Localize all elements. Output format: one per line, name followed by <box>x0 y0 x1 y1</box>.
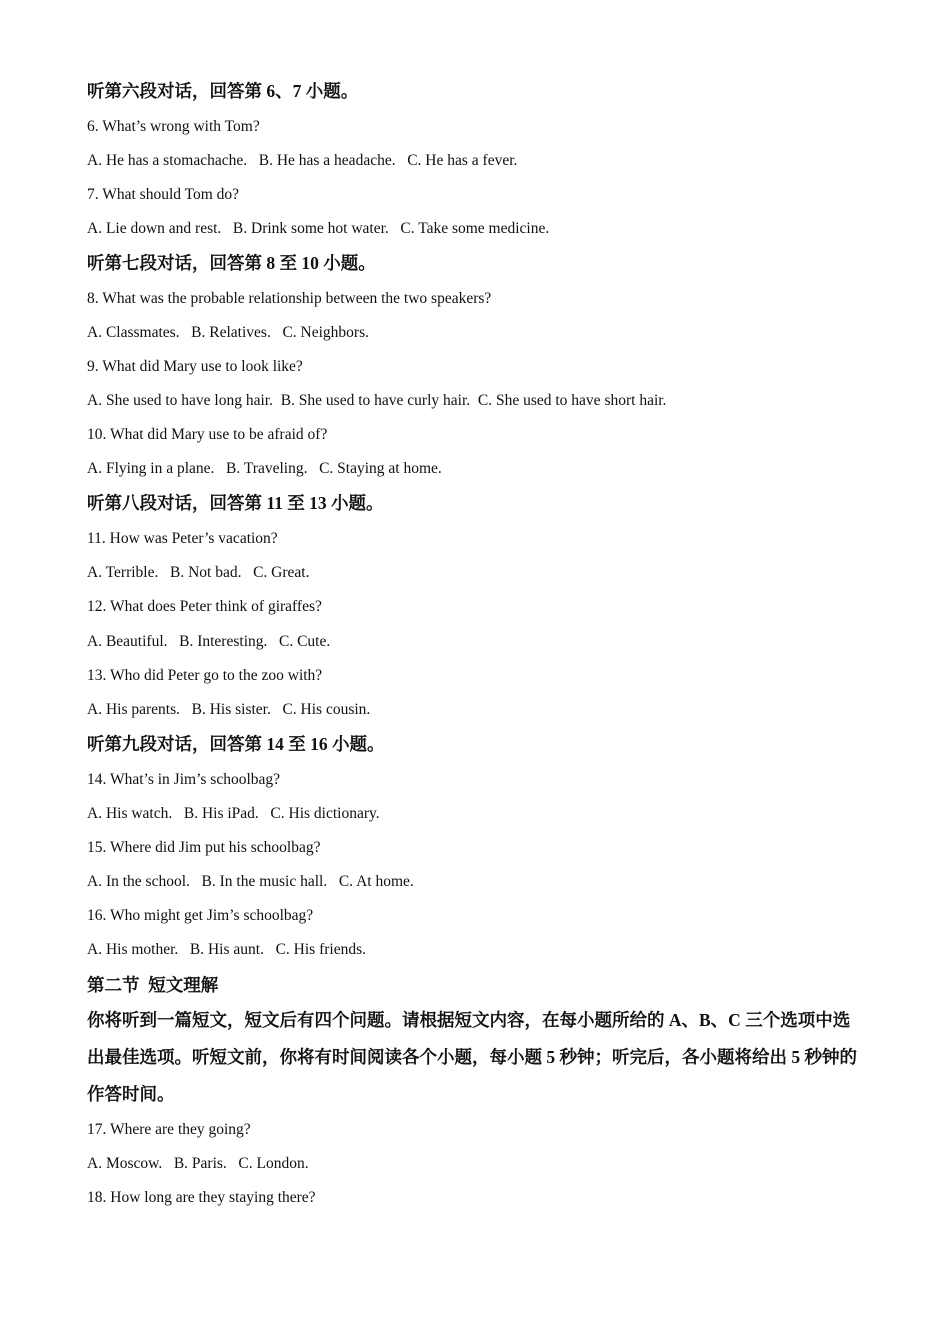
section-heading: 听第七段对话，回答第 8 至 10 小题。 <box>87 253 376 273</box>
answer-options: A. She used to have long hair. B. She used to have curly hair. C. She used to have short hair. <box>87 392 667 409</box>
question: 14. What’s in Jim’s schoolbag? <box>87 771 281 788</box>
answer-options: A. Moscow. B. Paris. C. London. <box>87 1155 309 1172</box>
section-heading: 听第九段对话，回答第 14 至 16 小题。 <box>87 734 385 754</box>
question: 18. How long are they staying there? <box>87 1189 316 1206</box>
answer-options: A. His mother. B. His aunt. C. His friends. <box>87 941 366 958</box>
question: 16. Who might get Jim’s schoolbag? <box>87 907 314 924</box>
part-heading: 第二节 短文理解 <box>87 975 219 995</box>
section-heading: 听第八段对话，回答第 11 至 13 小题。 <box>87 493 384 513</box>
answer-options: A. In the school. B. In the music hall. C. At home. <box>87 873 414 890</box>
section-heading: 听第六段对话，回答第 6、7 小题。 <box>87 81 359 101</box>
question: 13. Who did Peter go to the zoo with? <box>87 667 323 684</box>
answer-options: A. His watch. B. His iPad. C. His dictionary. <box>87 805 380 822</box>
question: 9. What did Mary use to look like? <box>87 358 303 375</box>
answer-options: A. Terrible. B. Not bad. C. Great. <box>87 564 310 581</box>
listening-instructions: 你将听到一篇短文，短文后有四个问题。请根据短文内容，在每小题所给的 A、B、C 三个选项中选出最佳选项。听短文前，你将有时间阅读各个小题，每小题 5 秒钟；听完后，各小题将给出 5 秒钟的作答时间。 <box>87 1010 857 1104</box>
answer-options: A. Flying in a plane. B. Traveling. C. Staying at home. <box>87 460 442 477</box>
answer-options: A. Lie down and rest. B. Drink some hot water. C. Take some medicine. <box>87 220 550 237</box>
question: 15. Where did Jim put his schoolbag? <box>87 839 321 856</box>
question: 8. What was the probable relationship between the two speakers? <box>87 290 492 307</box>
answer-options: A. Beautiful. B. Interesting. C. Cute. <box>87 633 331 650</box>
answer-options: A. His parents. B. His sister. C. His cousin. <box>87 701 371 718</box>
question: 12. What does Peter think of giraffes? <box>87 598 322 615</box>
answer-options: A. Classmates. B. Relatives. C. Neighbors. <box>87 324 369 341</box>
question: 10. What did Mary use to be afraid of? <box>87 426 328 443</box>
question: 6. What’s wrong with Tom? <box>87 118 260 135</box>
question: 7. What should Tom do? <box>87 186 240 203</box>
question: 17. Where are they going? <box>87 1121 251 1138</box>
question: 11. How was Peter’s vacation? <box>87 530 278 547</box>
answer-options: A. He has a stomachache. B. He has a headache. C. He has a fever. <box>87 152 518 169</box>
